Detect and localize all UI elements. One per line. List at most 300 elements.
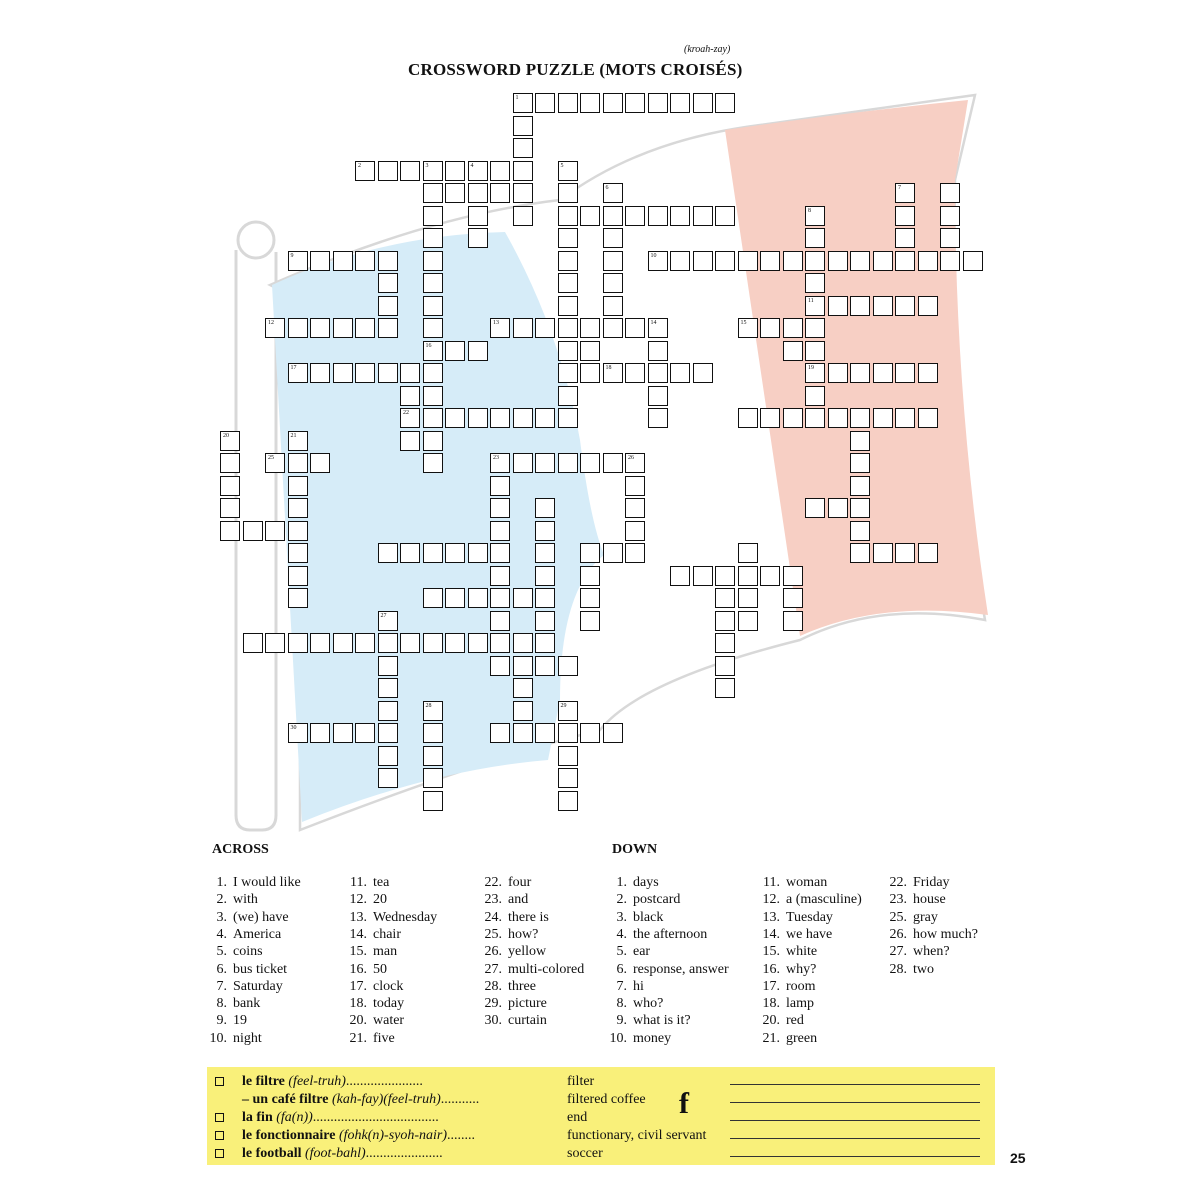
grid-cell[interactable] xyxy=(468,228,488,248)
grid-cell[interactable] xyxy=(423,251,443,271)
grid-cell[interactable] xyxy=(423,588,443,608)
grid-cell[interactable] xyxy=(513,701,533,721)
grid-cell[interactable] xyxy=(400,431,420,451)
grid-cell[interactable] xyxy=(400,363,420,383)
grid-cell[interactable] xyxy=(828,296,848,316)
grid-cell[interactable] xyxy=(805,386,825,406)
grid-cell[interactable] xyxy=(490,566,510,586)
grid-cell[interactable] xyxy=(580,93,600,113)
grid-cell[interactable] xyxy=(310,453,330,473)
grid-cell[interactable] xyxy=(333,723,353,743)
grid-cell[interactable] xyxy=(490,318,510,338)
grid-cell[interactable] xyxy=(558,161,578,181)
grid-cell[interactable] xyxy=(423,183,443,203)
grid-cell[interactable] xyxy=(288,521,308,541)
grid-cell[interactable] xyxy=(535,723,555,743)
grid-cell[interactable] xyxy=(715,206,735,226)
grid-cell[interactable] xyxy=(940,183,960,203)
grid-cell[interactable] xyxy=(558,746,578,766)
grid-cell[interactable] xyxy=(603,453,623,473)
grid-cell[interactable] xyxy=(625,363,645,383)
grid-cell[interactable] xyxy=(243,521,263,541)
grid-cell[interactable] xyxy=(648,318,668,338)
grid-cell[interactable] xyxy=(513,161,533,181)
grid-cell[interactable] xyxy=(670,251,690,271)
grid-cell[interactable] xyxy=(468,543,488,563)
grid-cell[interactable] xyxy=(580,566,600,586)
grid-cell[interactable] xyxy=(423,273,443,293)
grid-cell[interactable] xyxy=(445,183,465,203)
grid-cell[interactable] xyxy=(220,521,240,541)
grid-cell[interactable] xyxy=(400,161,420,181)
grid-cell[interactable] xyxy=(558,386,578,406)
grid-cell[interactable] xyxy=(288,633,308,653)
grid-cell[interactable] xyxy=(288,498,308,518)
grid-cell[interactable] xyxy=(603,543,623,563)
grid-cell[interactable] xyxy=(333,363,353,383)
grid-cell[interactable] xyxy=(558,408,578,428)
grid-cell[interactable] xyxy=(535,588,555,608)
grid-cell[interactable] xyxy=(220,431,240,451)
grid-cell[interactable] xyxy=(738,318,758,338)
grid-cell[interactable] xyxy=(625,498,645,518)
grid-cell[interactable] xyxy=(805,273,825,293)
grid-cell[interactable] xyxy=(288,318,308,338)
grid-cell[interactable] xyxy=(580,543,600,563)
grid-cell[interactable] xyxy=(535,93,555,113)
grid-cell[interactable] xyxy=(310,633,330,653)
grid-cell[interactable] xyxy=(513,588,533,608)
grid-cell[interactable] xyxy=(580,723,600,743)
grid-cell[interactable] xyxy=(963,251,983,271)
grid-cell[interactable] xyxy=(828,408,848,428)
grid-cell[interactable] xyxy=(603,206,623,226)
vocabulary-definition: functionary, civil servant xyxy=(567,1128,707,1143)
grid-cell[interactable] xyxy=(220,476,240,496)
grid-cell[interactable] xyxy=(378,701,398,721)
grid-cell[interactable] xyxy=(378,656,398,676)
grid-cell[interactable] xyxy=(490,723,510,743)
grid-cell[interactable] xyxy=(558,251,578,271)
grid-cell[interactable] xyxy=(423,228,443,248)
grid-cell[interactable] xyxy=(580,588,600,608)
grid-cell[interactable] xyxy=(738,566,758,586)
checkbox[interactable] xyxy=(215,1149,224,1158)
grid-cell[interactable] xyxy=(603,723,623,743)
grid-cell[interactable] xyxy=(738,611,758,631)
grid-cell[interactable] xyxy=(625,476,645,496)
grid-cell[interactable] xyxy=(783,611,803,631)
grid-cell[interactable] xyxy=(918,363,938,383)
grid-cell[interactable] xyxy=(625,206,645,226)
grid-cell[interactable] xyxy=(423,408,443,428)
grid-cell[interactable] xyxy=(220,498,240,518)
grid-cell[interactable] xyxy=(513,408,533,428)
grid-cell[interactable] xyxy=(738,251,758,271)
grid-cell[interactable] xyxy=(490,183,510,203)
grid-cell[interactable] xyxy=(243,633,263,653)
grid-cell[interactable] xyxy=(265,453,285,473)
grid-cell[interactable] xyxy=(400,543,420,563)
grid-cell[interactable] xyxy=(558,768,578,788)
grid-cell[interactable] xyxy=(558,701,578,721)
down-clue: 22. Friday xyxy=(889,875,950,890)
grid-cell[interactable] xyxy=(490,453,510,473)
grid-cell[interactable] xyxy=(310,251,330,271)
grid-cell[interactable] xyxy=(423,341,443,361)
grid-cell[interactable] xyxy=(490,588,510,608)
grid-cell[interactable] xyxy=(558,318,578,338)
grid-cell[interactable] xyxy=(535,633,555,653)
grid-cell[interactable] xyxy=(468,341,488,361)
grid-cell[interactable] xyxy=(288,453,308,473)
grid-cell[interactable] xyxy=(400,633,420,653)
grid-cell[interactable] xyxy=(513,723,533,743)
grid-cell[interactable] xyxy=(850,296,870,316)
grid-cell[interactable] xyxy=(603,93,623,113)
grid-cell[interactable] xyxy=(805,341,825,361)
grid-cell[interactable] xyxy=(738,588,758,608)
grid-cell[interactable] xyxy=(558,723,578,743)
grid-cell[interactable] xyxy=(648,341,668,361)
grid-cell[interactable] xyxy=(603,183,623,203)
grid-cell[interactable] xyxy=(490,611,510,631)
grid-cell[interactable] xyxy=(805,251,825,271)
grid-cell[interactable] xyxy=(310,363,330,383)
grid-cell[interactable] xyxy=(850,498,870,518)
grid-cell[interactable] xyxy=(378,768,398,788)
grid-cell[interactable] xyxy=(648,408,668,428)
grid-cell[interactable] xyxy=(693,566,713,586)
grid-cell[interactable] xyxy=(580,341,600,361)
grid-cell[interactable] xyxy=(558,93,578,113)
grid-cell[interactable] xyxy=(558,453,578,473)
grid-cell[interactable] xyxy=(670,363,690,383)
grid-cell[interactable] xyxy=(490,656,510,676)
grid-cell[interactable] xyxy=(828,363,848,383)
grid-cell[interactable] xyxy=(310,723,330,743)
grid-cell[interactable] xyxy=(918,296,938,316)
grid-cell[interactable] xyxy=(670,566,690,586)
grid-cell[interactable] xyxy=(603,228,623,248)
grid-cell[interactable] xyxy=(603,251,623,271)
grid-cell[interactable] xyxy=(378,611,398,631)
grid-cell[interactable] xyxy=(783,318,803,338)
grid-cell[interactable] xyxy=(648,386,668,406)
grid-cell[interactable] xyxy=(580,453,600,473)
grid-cell[interactable] xyxy=(940,228,960,248)
grid-cell[interactable] xyxy=(715,93,735,113)
grid-cell[interactable] xyxy=(355,633,375,653)
grid-cell[interactable] xyxy=(895,543,915,563)
grid-cell[interactable] xyxy=(850,521,870,541)
grid-cell[interactable] xyxy=(895,363,915,383)
grid-cell[interactable] xyxy=(850,363,870,383)
grid-cell[interactable] xyxy=(760,251,780,271)
checkbox[interactable] xyxy=(215,1131,224,1140)
grid-cell[interactable] xyxy=(783,566,803,586)
grid-cell[interactable] xyxy=(535,521,555,541)
grid-cell[interactable] xyxy=(715,611,735,631)
grid-cell[interactable] xyxy=(715,251,735,271)
grid-cell[interactable] xyxy=(603,296,623,316)
grid-cell[interactable] xyxy=(400,386,420,406)
grid-cell[interactable] xyxy=(738,408,758,428)
grid-cell[interactable] xyxy=(625,453,645,473)
grid-cell[interactable] xyxy=(580,206,600,226)
grid-cell[interactable] xyxy=(423,453,443,473)
grid-cell[interactable] xyxy=(423,746,443,766)
grid-cell[interactable] xyxy=(625,318,645,338)
grid-cell[interactable] xyxy=(558,363,578,383)
grid-cell[interactable] xyxy=(535,498,555,518)
grid-cell[interactable] xyxy=(423,386,443,406)
grid-cell[interactable] xyxy=(558,791,578,811)
grid-cell[interactable] xyxy=(783,588,803,608)
grid-cell[interactable] xyxy=(378,251,398,271)
grid-cell[interactable] xyxy=(378,678,398,698)
grid-cell[interactable] xyxy=(423,543,443,563)
grid-cell[interactable] xyxy=(850,453,870,473)
grid-cell[interactable] xyxy=(378,746,398,766)
grid-cell[interactable] xyxy=(918,543,938,563)
grid-cell[interactable] xyxy=(805,228,825,248)
grid-cell[interactable] xyxy=(423,768,443,788)
grid-cell[interactable] xyxy=(783,251,803,271)
grid-cell[interactable] xyxy=(288,723,308,743)
grid-cell[interactable] xyxy=(940,206,960,226)
grid-cell[interactable] xyxy=(355,723,375,743)
grid-cell[interactable] xyxy=(468,161,488,181)
grid-cell[interactable] xyxy=(828,251,848,271)
grid-cell[interactable] xyxy=(490,633,510,653)
down-clue: 8. who? xyxy=(616,996,664,1012)
grid-cell[interactable] xyxy=(805,408,825,428)
grid-cell[interactable] xyxy=(378,723,398,743)
grid-cell[interactable] xyxy=(558,341,578,361)
grid-cell[interactable] xyxy=(760,408,780,428)
grid-cell[interactable] xyxy=(445,408,465,428)
grid-cell[interactable] xyxy=(535,566,555,586)
grid-cell[interactable] xyxy=(513,138,533,158)
grid-cell[interactable] xyxy=(558,228,578,248)
grid-cell[interactable] xyxy=(490,408,510,428)
grid-cell[interactable] xyxy=(670,206,690,226)
grid-cell[interactable] xyxy=(715,588,735,608)
grid-cell[interactable] xyxy=(873,363,893,383)
grid-cell[interactable] xyxy=(378,633,398,653)
grid-cell[interactable] xyxy=(265,633,285,653)
grid-cell[interactable] xyxy=(670,93,690,113)
grid-cell[interactable] xyxy=(603,318,623,338)
grid-cell[interactable] xyxy=(513,633,533,653)
grid-cell[interactable] xyxy=(468,633,488,653)
grid-cell[interactable] xyxy=(423,701,443,721)
grid-cell[interactable] xyxy=(423,363,443,383)
grid-cell[interactable] xyxy=(648,206,668,226)
grid-cell[interactable] xyxy=(490,161,510,181)
grid-cell[interactable] xyxy=(288,588,308,608)
grid-cell[interactable] xyxy=(513,453,533,473)
grid-cell[interactable] xyxy=(535,611,555,631)
grid-cell[interactable] xyxy=(355,251,375,271)
grid-cell[interactable] xyxy=(288,251,308,271)
grid-cell[interactable] xyxy=(468,183,488,203)
grid-cell[interactable] xyxy=(850,251,870,271)
grid-cell[interactable] xyxy=(580,363,600,383)
grid-cell[interactable] xyxy=(378,296,398,316)
grid-cell[interactable] xyxy=(783,408,803,428)
clue-number: 18 xyxy=(605,365,612,371)
grid-cell[interactable] xyxy=(513,116,533,136)
grid-cell[interactable] xyxy=(310,318,330,338)
grid-cell[interactable] xyxy=(738,543,758,563)
grid-cell[interactable] xyxy=(513,93,533,113)
grid-cell[interactable] xyxy=(918,251,938,271)
grid-cell[interactable] xyxy=(805,498,825,518)
grid-cell[interactable] xyxy=(378,363,398,383)
grid-cell[interactable] xyxy=(468,588,488,608)
grid-cell[interactable] xyxy=(355,363,375,383)
grid-cell[interactable] xyxy=(423,431,443,451)
grid-cell[interactable] xyxy=(333,318,353,338)
grid-cell[interactable] xyxy=(715,656,735,676)
grid-cell[interactable] xyxy=(873,543,893,563)
grid-cell[interactable] xyxy=(333,633,353,653)
grid-cell[interactable] xyxy=(513,206,533,226)
grid-cell[interactable] xyxy=(850,476,870,496)
grid-cell[interactable] xyxy=(760,318,780,338)
grid-cell[interactable] xyxy=(715,566,735,586)
grid-cell[interactable] xyxy=(445,161,465,181)
grid-cell[interactable] xyxy=(558,273,578,293)
grid-cell[interactable] xyxy=(828,498,848,518)
vocabulary-pronunciation: (kah-fay)(feel-truh) xyxy=(331,1092,441,1107)
grid-cell[interactable] xyxy=(760,566,780,586)
grid-cell[interactable] xyxy=(423,161,443,181)
grid-cell[interactable] xyxy=(873,296,893,316)
grid-cell[interactable] xyxy=(423,206,443,226)
grid-cell[interactable] xyxy=(918,408,938,428)
grid-cell[interactable] xyxy=(490,498,510,518)
grid-cell[interactable] xyxy=(580,318,600,338)
grid-cell[interactable] xyxy=(873,408,893,428)
grid-cell[interactable] xyxy=(895,183,915,203)
checkbox[interactable] xyxy=(215,1113,224,1122)
grid-cell[interactable] xyxy=(445,543,465,563)
checkbox[interactable] xyxy=(215,1077,224,1086)
grid-cell[interactable] xyxy=(558,206,578,226)
grid-cell[interactable] xyxy=(850,408,870,428)
grid-cell[interactable] xyxy=(648,363,668,383)
grid-cell[interactable] xyxy=(423,723,443,743)
grid-cell[interactable] xyxy=(378,543,398,563)
grid-cell[interactable] xyxy=(423,791,443,811)
grid-cell[interactable] xyxy=(783,341,803,361)
grid-cell[interactable] xyxy=(625,521,645,541)
grid-cell[interactable] xyxy=(355,161,375,181)
grid-cell[interactable] xyxy=(625,543,645,563)
grid-cell[interactable] xyxy=(625,93,645,113)
grid-cell[interactable] xyxy=(535,408,555,428)
grid-cell[interactable] xyxy=(850,543,870,563)
grid-cell[interactable] xyxy=(288,476,308,496)
grid-cell[interactable] xyxy=(333,251,353,271)
grid-cell[interactable] xyxy=(715,633,735,653)
grid-cell[interactable] xyxy=(490,476,510,496)
grid-cell[interactable] xyxy=(895,296,915,316)
grid-cell[interactable] xyxy=(288,363,308,383)
grid-cell[interactable] xyxy=(423,318,443,338)
grid-cell[interactable] xyxy=(535,543,555,563)
grid-cell[interactable] xyxy=(603,273,623,293)
grid-cell[interactable] xyxy=(895,228,915,248)
grid-cell[interactable] xyxy=(445,341,465,361)
grid-cell[interactable] xyxy=(693,206,713,226)
grid-cell[interactable] xyxy=(535,656,555,676)
grid-cell[interactable] xyxy=(423,633,443,653)
grid-cell[interactable] xyxy=(468,408,488,428)
grid-cell[interactable] xyxy=(513,656,533,676)
grid-cell[interactable] xyxy=(355,318,375,338)
grid-cell[interactable] xyxy=(558,183,578,203)
grid-cell[interactable] xyxy=(940,251,960,271)
grid-cell[interactable] xyxy=(805,363,825,383)
grid-cell[interactable] xyxy=(288,566,308,586)
grid-cell[interactable] xyxy=(423,296,443,316)
grid-cell[interactable] xyxy=(400,408,420,428)
grid-cell[interactable] xyxy=(873,251,893,271)
grid-cell[interactable] xyxy=(693,363,713,383)
grid-cell[interactable] xyxy=(468,206,488,226)
grid-cell[interactable] xyxy=(220,453,240,473)
grid-cell[interactable] xyxy=(445,588,465,608)
grid-cell[interactable] xyxy=(445,633,465,653)
grid-cell[interactable] xyxy=(265,521,285,541)
grid-cell[interactable] xyxy=(648,251,668,271)
grid-cell[interactable] xyxy=(513,183,533,203)
grid-cell[interactable] xyxy=(490,521,510,541)
grid-cell[interactable] xyxy=(535,453,555,473)
grid-cell[interactable] xyxy=(895,408,915,428)
grid-cell[interactable] xyxy=(288,543,308,563)
grid-cell[interactable] xyxy=(603,363,623,383)
grid-cell[interactable] xyxy=(513,678,533,698)
grid-cell[interactable] xyxy=(490,543,510,563)
grid-cell[interactable] xyxy=(693,93,713,113)
grid-cell[interactable] xyxy=(558,296,578,316)
grid-cell[interactable] xyxy=(580,611,600,631)
grid-cell[interactable] xyxy=(378,161,398,181)
grid-cell[interactable] xyxy=(513,318,533,338)
grid-cell[interactable] xyxy=(805,206,825,226)
grid-cell[interactable] xyxy=(378,273,398,293)
grid-cell[interactable] xyxy=(265,318,285,338)
grid-cell[interactable] xyxy=(805,296,825,316)
grid-cell[interactable] xyxy=(693,251,713,271)
grid-cell[interactable] xyxy=(715,678,735,698)
grid-cell[interactable] xyxy=(850,431,870,451)
grid-cell[interactable] xyxy=(558,656,578,676)
grid-cell[interactable] xyxy=(648,93,668,113)
grid-cell[interactable] xyxy=(288,431,308,451)
grid-cell[interactable] xyxy=(895,206,915,226)
grid-cell[interactable] xyxy=(378,318,398,338)
grid-cell[interactable] xyxy=(805,318,825,338)
grid-cell[interactable] xyxy=(535,318,555,338)
grid-cell[interactable] xyxy=(895,251,915,271)
writing-line xyxy=(730,1120,980,1121)
